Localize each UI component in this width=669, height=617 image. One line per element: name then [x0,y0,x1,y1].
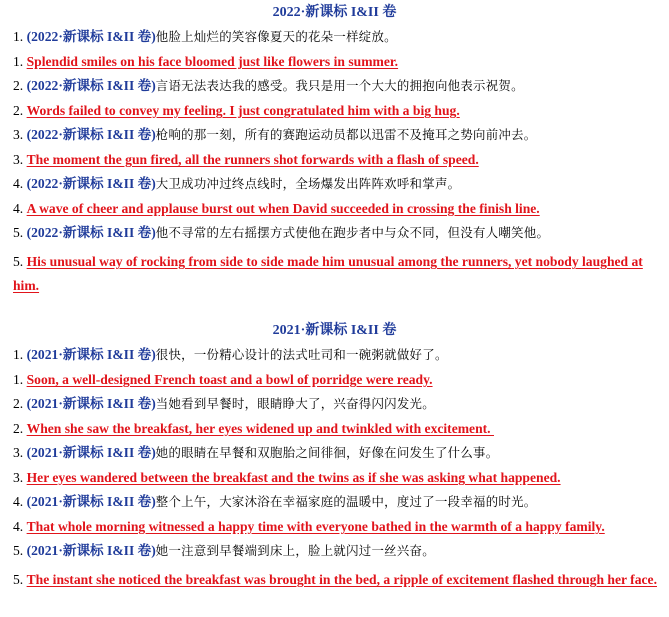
item-chinese: 言语无法表达我的感受。我只是用一个大大的拥抱向他表示祝贺。 [155,78,524,93]
item-number: 4. [13,201,24,216]
list-item-cn [13,29,661,45]
item-english: Her eyes wandered between the breakfast and the twins as if she was asking what happened. [26,470,561,485]
item-number: 5. [13,225,24,240]
list-item-cn [13,543,661,559]
item-number: 1. [13,372,24,387]
item-chinese: 她的眼睛在早餐和双胞胎之间徘徊，好像在问发生了什么事。 [155,445,499,460]
list-item-cn [13,127,661,143]
item-source: (2021·新课标 I&II 卷) [26,445,156,460]
item-number: 5. [13,254,24,269]
item-english: Soon, a well-designed French toast and a bowl of porridge were ready. [26,372,433,387]
list-item-en [13,250,661,298]
item-source: (2022·新课标 I&II 卷) [26,127,156,142]
list-item-cn [13,494,661,510]
item-source: (2021·新课标 I&II 卷) [26,543,156,558]
item-chinese: 整个上午，大家沐浴在幸福家庭的温暖中，度过了一段幸福的时光。 [155,494,537,509]
item-number: 5. [13,543,24,558]
list-item-en [13,421,661,437]
item-english: His unusual way of rocking from side to side made him unusual among the runners, yet nobody laughed at him. [13,254,643,293]
item-number: 4. [13,519,24,534]
list-item-en [13,568,661,592]
list-item-en [13,103,661,119]
list-item-cn [13,396,661,412]
list-item-cn [13,347,661,363]
item-number: 2. [13,103,24,118]
item-chinese: 枪响的那一刻，所有的赛跑运动员都以迅雷不及掩耳之势向前冲去。 [155,127,537,142]
item-number: 3. [13,127,24,142]
item-number: 4. [13,176,24,191]
item-source: (2022·新课标 I&II 卷) [26,29,156,44]
item-number: 1. [13,54,24,69]
item-source: (2022·新课标 I&II 卷) [26,225,156,240]
list-item-en [13,152,661,168]
item-chinese: 当她看到早餐时，眼睛睁大了，兴奋得闪闪发光。 [155,396,435,411]
item-source: (2022·新课标 I&II 卷) [26,176,156,191]
item-number: 2. [13,396,24,411]
item-chinese: 她一注意到早餐端到床上，脸上就闪过一丝兴奋。 [155,543,435,558]
item-english: A wave of cheer and applause burst out when David succeeded in crossing the finish line. [26,201,540,216]
item-number: 1. [13,29,24,44]
item-chinese: 他不寻常的左右摇摆方式使他在跑步者中与众不同，但没有人嘲笑他。 [155,225,550,240]
list-item-en [13,201,661,217]
item-source: (2021·新课标 I&II 卷) [26,494,156,509]
item-number: 1. [13,347,24,362]
item-english: When she saw the breakfast, her eyes widened up and twinkled with excitement. [26,421,494,436]
item-source: (2021·新课标 I&II 卷) [26,396,156,411]
item-source: (2021·新课标 I&II 卷) [26,347,156,362]
item-english: The moment the gun fired, all the runners shot forwards with a flash of speed. [26,152,479,167]
item-english: That whole morning witnessed a happy time with everyone bathed in the warmth of a happy family. [26,519,605,534]
list-item-cn [13,445,661,461]
item-number: 3. [13,470,24,485]
item-chinese: 他脸上灿烂的笑容像夏天的花朵一样绽放。 [155,29,397,44]
list-item-en [13,519,661,535]
list-item-en [13,372,661,388]
list-item-cn [13,78,661,94]
item-number: 3. [13,445,24,460]
item-number: 2. [13,78,24,93]
item-number: 4. [13,494,24,509]
item-chinese: 大卫成功冲过终点线时，全场爆发出阵阵欢呼和掌声。 [155,176,461,191]
item-english: Splendid smiles on his face bloomed just like flowers in summer. [26,54,399,69]
item-number: 5. [13,572,24,587]
item-chinese: 很快，一份精心设计的法式吐司和一碗粥就做好了。 [155,347,448,362]
list-item-cn [13,176,661,192]
list-item-cn [13,225,661,241]
section-title-2022: 2022·新课标 I&II 卷 [272,5,397,20]
list-item-en [13,470,661,486]
item-english: The instant she noticed the breakfast was brought in the bed, a ripple of excitement flashed through her face. [26,572,657,587]
item-english: Words failed to convey my feeling. I just congratulated him with a big hug. [26,103,460,118]
item-number: 2. [13,421,24,436]
list-item-en [13,54,661,70]
item-number: 3. [13,152,24,167]
item-source: (2022·新课标 I&II 卷) [26,78,156,93]
section-title-2021: 2021·新课标 I&II 卷 [272,323,397,338]
